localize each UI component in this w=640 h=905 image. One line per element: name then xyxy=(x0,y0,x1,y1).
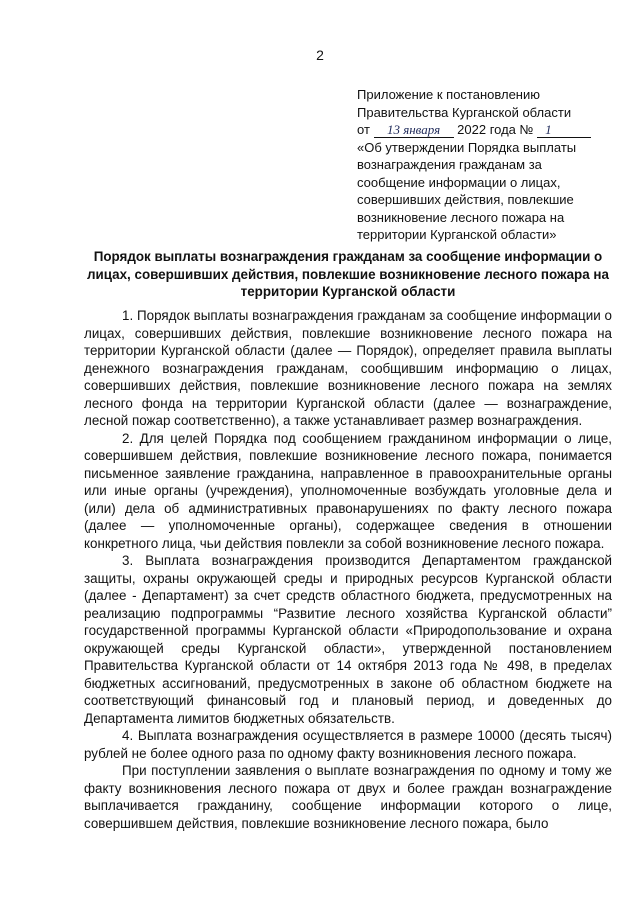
page-number: 2 xyxy=(316,47,324,63)
handwritten-date: 13 января xyxy=(374,122,454,138)
appendix-line: возникновение лесного пожара на xyxy=(357,209,565,225)
appendix-line: совершивших действия, повлекшие xyxy=(357,192,574,207)
paragraph-1: 1. Порядок выплаты вознаграждения гражданам за сообщение информации о лицах, совершивших действия, повлекшие возникновение лесного пожара на территории Курганской области (далее — Порядок), определяет правила выплаты денежного вознаграждения гражданам, сообщившим информацию о лицах, совершивших действия, повлекшие возникновение лесного пожара на землях лесного фонда на территории Курганской области (далее — вознаграждение, лесной пожар соответственно), а также устанавливает размер вознаграждения. xyxy=(84,308,612,428)
date-prefix: от xyxy=(357,122,370,137)
appendix-line: сообщение информации о лицах, xyxy=(357,174,561,190)
appendix-line: «Об утверждении Порядка выплаты xyxy=(357,139,577,155)
paragraph-4: 4. Выплата вознаграждения осуществляется в размере 10000 (десять тысяч) рублей не более одного раза по одному факту возникновения лесного пожара. xyxy=(84,728,612,761)
appendix-line: Правительства Курганской области xyxy=(357,104,572,120)
paragraph-2: 2. Для целей Порядка под сообщением гражданином информации о лице, совершившем действия, повлекшие возникновение лесного пожара, понимается письменное заявление гражданина, направленное в правоохранительные органы или иные органы (учреждения), уполномоченные возбуждать уголовные дела и (или) дела об административных правонарушениях по факту лесного пожара (далее — уполномоченные органы), содержащее сведения в отношении конкретного лица, чьи действия повлекли за собой возникновение лесного пожара. xyxy=(84,430,612,551)
appendix-header xyxy=(357,86,597,244)
paragraph-5: При поступлении заявления о выплате вознаграждения по одному и тому же факту возникновения лесного пожара от двух и более граждан вознаграждение выплачивается гражданину, сообщение информации которого о лице, совершившем действия, повлекшие возникновение лесного пожара, было xyxy=(84,763,612,831)
paragraph-3: 3. Выплата вознаграждения производится Департаментом гражданской защиты, охраны окружающей среды и природных ресурсов Курганской области (далее - Департамент) за счет средств областного бюджета, предусмотренных на реализацию подпрограммы “Развитие лесного хозяйства Курганской области” государственной программы Курганской области «Природопользование и охрана окружающей среды Курганской области», утвержденной постановлением Правительства Курганской области от 14 октября 2013 года № 498, в пределах бюджетных ассигнований, предусмотренных в законе об областном бюджете на соответствующий финансовый год и плановый период, и доведенных до Департамента лимитов бюджетных обязательств. xyxy=(84,553,612,726)
appendix-date-line xyxy=(357,121,597,139)
document-title: Порядок выплаты вознаграждения гражданам за сообщение информации о лицах, совершивших действия, повлекшие возникновение лесного пожара на территории Курганской области xyxy=(87,249,609,299)
document-body xyxy=(84,307,612,832)
year-text: 2022 года № xyxy=(457,122,534,137)
appendix-line: Приложение к постановлению xyxy=(357,87,540,102)
appendix-line: вознаграждения гражданам за xyxy=(357,157,542,172)
appendix-line: территории Курганской области» xyxy=(357,227,557,242)
handwritten-number: 1 xyxy=(537,122,591,138)
